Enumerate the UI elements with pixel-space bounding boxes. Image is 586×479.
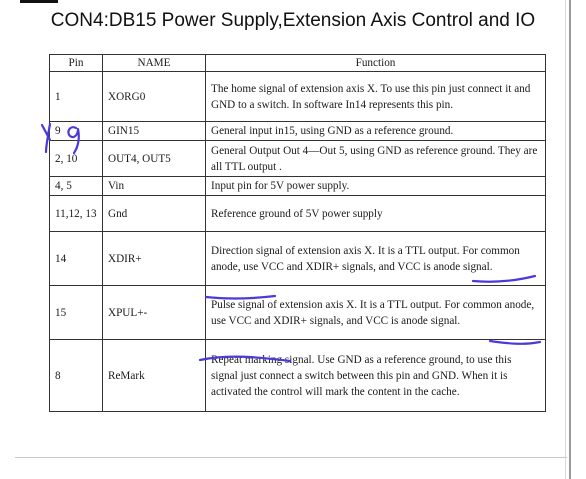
- function-cell: General Output Out 4—Out 5, using GND as reference ground. They are all TTL output .: [206, 141, 546, 177]
- table-row: [50, 196, 546, 232]
- table-row: [50, 232, 546, 286]
- header-name: NAME: [103, 55, 206, 72]
- page-title: CON4:DB15 Power Supply,Extension Axis Control and IO: [50, 10, 536, 31]
- bottom-rule: [15, 457, 567, 458]
- function-cell: The home signal of extension axis X. To use this pin just connect it and GND to a switch. In software In14 represents this pin.: [206, 72, 546, 122]
- name-cell: XORG0: [103, 72, 206, 122]
- name-cell: XDIR+: [103, 232, 206, 286]
- pin-cell: 2, 10: [50, 141, 103, 177]
- table-header-row: [50, 55, 546, 72]
- name-cell: XPUL+-: [103, 286, 206, 340]
- header-function: Function: [206, 55, 546, 72]
- table-row: [50, 286, 546, 340]
- pin-cell: 9: [50, 122, 103, 141]
- pin-cell: 8: [50, 340, 103, 412]
- function-cell: Reference ground of 5V power supply: [206, 196, 546, 232]
- table-row: [50, 122, 546, 141]
- function-cell: General input in15, using GND as a reference ground.: [206, 122, 546, 141]
- function-cell: Direction signal of extension axis X. It is a TTL output. For common anode, use VCC and XDIR+ signals, and VCC is anode signal.: [206, 232, 546, 286]
- header-pin: Pin: [50, 55, 103, 72]
- page-edge: [569, 0, 571, 479]
- page-edge-inner: [565, 0, 566, 479]
- function-cell: Repeat marking signal. Use GND as a reference ground, to use this signal just connect a switch between this pin and GND. When it is activated the control will mark the content in the cache.: [206, 340, 546, 412]
- table-row: [50, 72, 546, 122]
- pin-cell: 4, 5: [50, 177, 103, 196]
- pin-cell: 11,12, 13: [50, 196, 103, 232]
- pin-table: [49, 54, 546, 412]
- name-cell: ReMark: [103, 340, 206, 412]
- name-cell: Gnd: [103, 196, 206, 232]
- table-row: [50, 340, 546, 412]
- function-cell: Pulse signal of extension axis X. It is a TTL output. For common anode, use VCC and XDIR+ signals, and VCC is anode signal.: [206, 286, 546, 340]
- name-cell: OUT4, OUT5: [103, 141, 206, 177]
- top-rule: [20, 0, 58, 3]
- name-cell: GIN15: [103, 122, 206, 141]
- table-row: [50, 177, 546, 196]
- pin-cell: 15: [50, 286, 103, 340]
- pin-cell: 14: [50, 232, 103, 286]
- pin-cell: 1: [50, 72, 103, 122]
- table-row: [50, 141, 546, 177]
- name-cell: Vin: [103, 177, 206, 196]
- function-cell: Input pin for 5V power supply.: [206, 177, 546, 196]
